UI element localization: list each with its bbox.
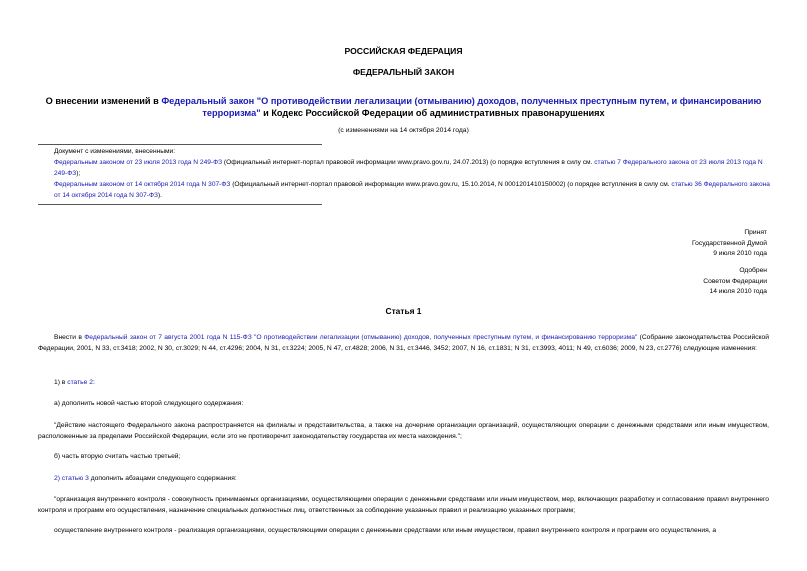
changes-intro: Документ с изменениями, внесенными: xyxy=(54,148,176,155)
body-paragraph: "организация внутреннего контроля - совокупность принимаемых организациями, осуществляющими операции с денежными средствами или иным имуществом, мер, включающих разработку и согласование правил внутреннего контроля и программ его осуществления, назначение специальных должностных лиц, ответственных за соблюдение указанных правил и реализацию указанных программ; xyxy=(38,496,769,514)
body-paragraph: осуществление внутреннего контроля - реализация организациями, осуществляющими операции с денежными средствами или иным имуществом, правил внутреннего контроля и программ его осуществления, а xyxy=(54,527,717,534)
document-title xyxy=(30,96,777,119)
revision-note: (с изменениями на 14 октября 2014 года) xyxy=(338,127,469,134)
para-text: : xyxy=(92,379,95,386)
title-prefix: О внесении изменений в xyxy=(45,96,162,106)
article-title: Статья 1 xyxy=(385,306,422,316)
article-3-link[interactable]: 2) статью 3 xyxy=(54,475,89,482)
change-text: (Официальный интернет-портал правовой информации www.pravo.gov.ru, 15.10.2014, N 0001201410150002) (о порядке вступления в силу см. xyxy=(230,181,672,188)
change-article-link[interactable]: статью 7 Федерального закона от 23 июля 2013 года N 249-ФЗ xyxy=(54,159,763,177)
body-paragraph: б) часть вторую считать частью третьей; xyxy=(54,453,181,460)
change-end: ). xyxy=(157,192,162,199)
approved-line1: Одобрен xyxy=(739,267,767,274)
body-paragraph: "Действие настоящего Федерального закона распространяется на филиалы и представительства, а также на дочерние организации организаций, осуществляющих операции с денежными средствами или иным имуществом, расположенные за пределами Российской Федерации, если это не противоречит законодательству государства их места нахождения."; xyxy=(38,422,769,440)
adopted-line2: Государственной Думой xyxy=(692,239,767,247)
title-suffix: и Кодекс Российской Федерации об административных правонарушениях xyxy=(260,107,605,118)
body-paragraph xyxy=(38,474,769,485)
change-item xyxy=(38,157,773,179)
change-article-link[interactable]: статью 36 Федерального закона от 14 октября 2014 года N 307-ФЗ xyxy=(54,181,770,199)
change-law-link[interactable]: Федеральным законом от 23 июля 2013 года N 249-ФЗ xyxy=(54,159,223,166)
article-2-link[interactable]: статье 2 xyxy=(67,379,93,386)
adopted-line3: 9 июля 2010 года xyxy=(713,250,767,257)
divider-bottom xyxy=(38,204,322,205)
body-paragraph: а) дополнить новой частью второй следующего содержания: xyxy=(54,400,244,407)
para-text: Внести в xyxy=(54,334,85,341)
adopted-block xyxy=(692,228,767,260)
change-end: ); xyxy=(76,170,81,177)
para-text: (Собрание законодательства Российской Федерации, 2001, N 33, ст.3418; 2002, N 30, ст.3029; N 44, ст.4296; 2004, N 31, ст.3224; 2005, N 47, ст.4828; 2006, N 31, ст.3446, 3452; 2007, N 16, ст.1831; N 31, ст.3993, 4011; N 49, ст.6036; 2009, N 23, ст.2776) следующие изменения: xyxy=(38,334,769,352)
law-115-link[interactable]: Федеральный закон от 7 августа 2001 года N 115-ФЗ "О противодействии легализации (отмыванию) доходов, полученных преступным путем, и финансированию терроризма" xyxy=(84,334,638,341)
change-text: (Официальный интернет-портал правовой информации www.pravo.gov.ru, 24.07.2013) (о порядке вступления в силу см. xyxy=(222,159,595,166)
changes-block xyxy=(38,146,773,201)
approved-line2: Советом Федерации xyxy=(703,277,767,285)
approved-block xyxy=(703,266,767,298)
adopted-line1: Принят xyxy=(744,229,767,236)
title-law-link[interactable]: Федеральный закон "О противодействии легализации (отмыванию) доходов, полученных преступным путем, и финансированию терроризма" xyxy=(161,96,762,118)
body-paragraph xyxy=(38,333,769,354)
doc-type-heading: ФЕДЕРАЛЬНЫЙ ЗАКОН xyxy=(352,67,455,77)
para-text: дополнить абзацами следующего содержания: xyxy=(88,475,237,482)
divider-top xyxy=(38,144,322,145)
change-item xyxy=(38,179,773,201)
body-paragraph xyxy=(38,378,769,389)
para-text: 1) в xyxy=(54,379,68,386)
approved-line3: 14 июля 2010 года xyxy=(709,288,767,295)
country-heading: РОССИЙСКАЯ ФЕДЕРАЦИЯ xyxy=(344,46,463,56)
change-law-link[interactable]: Федеральным законом от 14 октября 2014 года N 307-ФЗ xyxy=(54,181,231,188)
